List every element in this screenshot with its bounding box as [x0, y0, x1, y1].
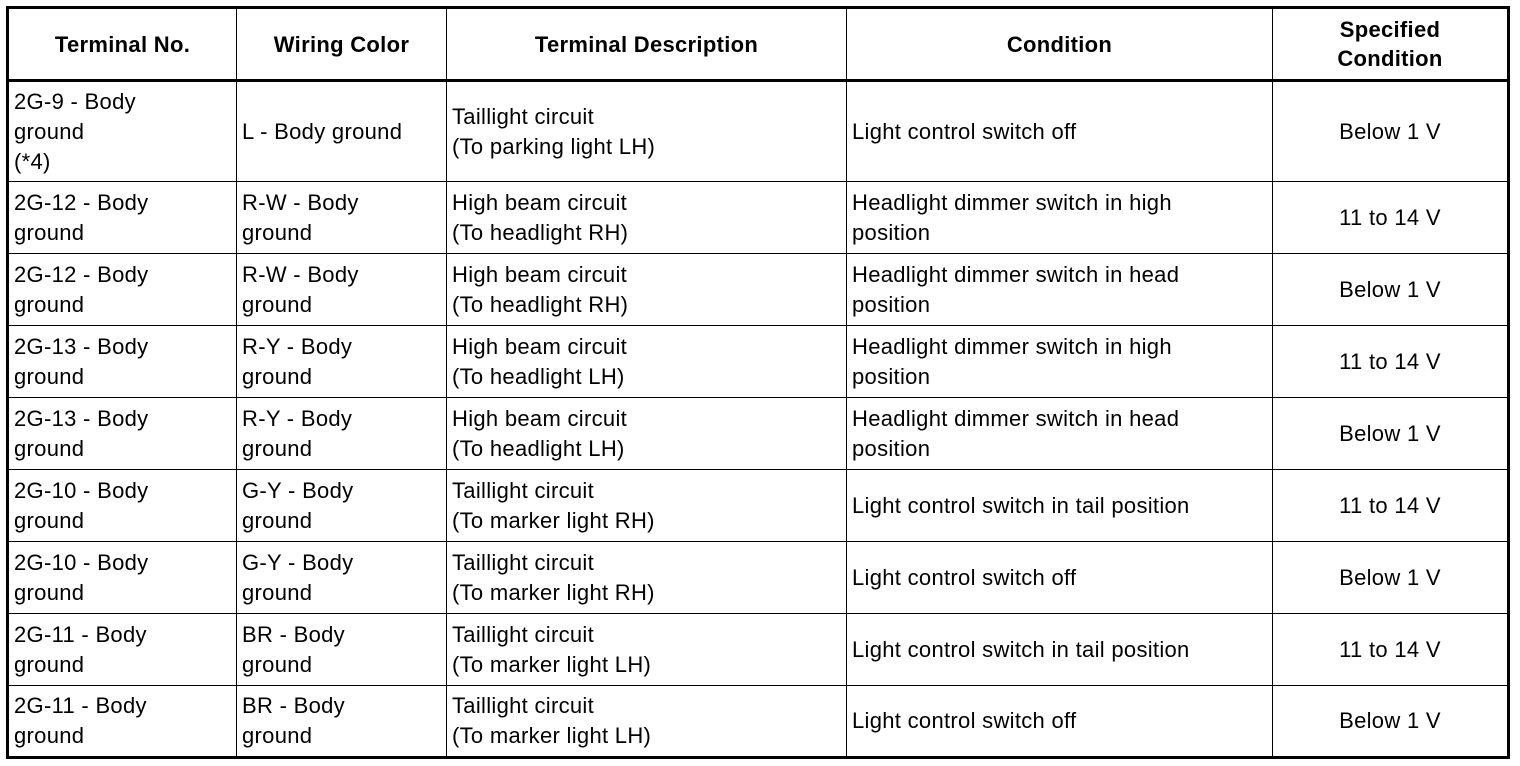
terminal-no-line: ground: [14, 435, 85, 461]
wiring-color-line: ground: [242, 219, 313, 245]
condition-cell: [847, 326, 1273, 398]
terminal-no-line: 2G-10 - Body: [14, 477, 149, 503]
condition-cell: [847, 81, 1273, 182]
terminal-description-line: (To parking light LH): [452, 133, 656, 159]
condition-cell: [847, 542, 1273, 614]
wiring-color-cell: [237, 470, 447, 542]
terminal-description-line: Taillight circuit: [452, 621, 595, 647]
table-header: [8, 8, 1509, 81]
wiring-color-line: G-Y - Body: [242, 549, 354, 575]
specified-condition-cell: 11 to 14 V: [1273, 182, 1509, 254]
condition-line: Light control switch off: [852, 564, 1077, 590]
terminal-description-cell: [447, 686, 847, 758]
specified-condition-cell: Below 1 V: [1273, 254, 1509, 326]
terminal-description-cell: [447, 470, 847, 542]
header-specified-condition: [1273, 8, 1509, 81]
terminal-description-line: Taillight circuit: [452, 693, 595, 718]
wiring-color-cell: [237, 81, 447, 182]
wiring-color-line: L - Body ground: [242, 118, 403, 144]
terminal-no-cell: [8, 542, 237, 614]
condition-cell: [847, 686, 1273, 758]
condition-line: Light control switch in tail position: [852, 492, 1190, 518]
terminal-description-line: (To marker light LH): [452, 651, 652, 677]
wiring-color-line: ground: [242, 723, 313, 748]
condition-line: Headlight dimmer switch in head: [852, 261, 1180, 287]
terminal-no-line: 2G-12 - Body: [14, 189, 149, 215]
terminal-description-line: Taillight circuit: [452, 103, 595, 129]
wiring-color-line: ground: [242, 507, 313, 533]
wiring-color-cell: [237, 326, 447, 398]
terminal-description-line: (To headlight LH): [452, 435, 625, 461]
wiring-color-line: R-Y - Body: [242, 333, 353, 359]
wiring-color-line: ground: [242, 363, 313, 389]
terminal-no-line: 2G-11 - Body: [14, 621, 147, 647]
terminal-no-line: (*4): [14, 148, 51, 174]
terminal-description-line: (To headlight RH): [452, 219, 629, 245]
wiring-color-line: R-W - Body: [242, 189, 359, 215]
wiring-color-line: G-Y - Body: [242, 477, 354, 503]
table-row: [8, 182, 1509, 254]
terminal-description-line: High beam circuit: [452, 189, 628, 215]
terminal-no-line: ground: [14, 579, 85, 605]
terminal-description-line: (To marker light LH): [452, 723, 652, 748]
table-row: [8, 542, 1509, 614]
table-row: [8, 326, 1509, 398]
terminal-no-line: 2G-13 - Body: [14, 405, 149, 431]
specified-condition-cell: Below 1 V: [1273, 542, 1509, 614]
condition-line: position: [852, 291, 931, 317]
table-row: [8, 254, 1509, 326]
specified-condition-cell: Below 1 V: [1273, 81, 1509, 182]
header-wiring-color: Wiring Color: [237, 8, 447, 81]
header-specified-line1: Specified: [1339, 17, 1441, 42]
condition-line: position: [852, 363, 931, 389]
table-row: [8, 470, 1509, 542]
condition-line: Light control switch off: [852, 708, 1077, 733]
header-specified-line2: Condition: [1337, 46, 1443, 71]
terminal-no-line: ground: [14, 651, 85, 677]
terminal-no-cell: [8, 326, 237, 398]
terminal-description-line: Taillight circuit: [452, 549, 595, 575]
terminal-description-cell: [447, 614, 847, 686]
terminal-description-line: (To marker light RH): [452, 507, 655, 533]
table-row: [8, 614, 1509, 686]
terminal-no-cell: [8, 470, 237, 542]
condition-cell: [847, 614, 1273, 686]
condition-cell: [847, 398, 1273, 470]
table-row: [8, 81, 1509, 182]
terminal-no-line: 2G-12 - Body: [14, 261, 149, 287]
specified-condition-cell: 11 to 14 V: [1273, 326, 1509, 398]
terminal-description-line: (To marker light RH): [452, 579, 655, 605]
wiring-color-line: BR - Body: [242, 693, 345, 718]
wiring-color-cell: [237, 182, 447, 254]
wiring-color-cell: [237, 542, 447, 614]
terminal-no-line: 2G-9 - Body: [14, 88, 136, 114]
table-body: [8, 81, 1509, 758]
specified-condition-cell: Below 1 V: [1273, 686, 1509, 758]
wiring-color-line: ground: [242, 579, 313, 605]
table-row: [8, 398, 1509, 470]
condition-cell: [847, 182, 1273, 254]
wiring-color-cell: [237, 686, 447, 758]
wiring-color-line: R-W - Body: [242, 261, 359, 287]
terminal-description-line: (To headlight LH): [452, 363, 625, 389]
terminal-description-line: High beam circuit: [452, 333, 628, 359]
terminal-description-cell: [447, 182, 847, 254]
wiring-color-line: ground: [242, 651, 313, 677]
terminal-no-line: ground: [14, 219, 85, 245]
terminal-no-cell: [8, 686, 237, 758]
terminal-description-cell: [447, 81, 847, 182]
terminal-no-line: 2G-10 - Body: [14, 549, 149, 575]
terminal-no-cell: [8, 398, 237, 470]
header-terminal-no: Terminal No.: [8, 8, 237, 81]
terminal-no-line: 2G-11 - Body: [14, 693, 147, 718]
condition-line: position: [852, 219, 931, 245]
wiring-color-line: ground: [242, 291, 313, 317]
specified-condition-cell: 11 to 14 V: [1273, 470, 1509, 542]
terminal-description-cell: [447, 542, 847, 614]
terminal-description-line: High beam circuit: [452, 261, 628, 287]
header-row: [8, 8, 1509, 81]
terminal-description-line: (To headlight RH): [452, 291, 629, 317]
terminal-spec-table: [6, 6, 1510, 759]
terminal-no-cell: [8, 614, 237, 686]
terminal-no-line: ground: [14, 507, 85, 533]
condition-line: Headlight dimmer switch in high: [852, 189, 1172, 215]
terminal-description-line: Taillight circuit: [452, 477, 595, 503]
wiring-color-cell: [237, 254, 447, 326]
terminal-no-line: ground: [14, 118, 85, 144]
table-row: [8, 686, 1509, 758]
terminal-description-cell: [447, 326, 847, 398]
terminal-description-cell: [447, 254, 847, 326]
wiring-color-line: ground: [242, 435, 313, 461]
terminal-description-line: High beam circuit: [452, 405, 628, 431]
header-terminal-description: Terminal Description: [447, 8, 847, 81]
terminal-no-line: ground: [14, 723, 85, 748]
specified-condition-cell: Below 1 V: [1273, 398, 1509, 470]
terminal-no-line: ground: [14, 363, 85, 389]
condition-line: Light control switch in tail position: [852, 636, 1190, 662]
wiring-color-line: BR - Body: [242, 621, 345, 647]
condition-line: Headlight dimmer switch in high: [852, 333, 1172, 359]
condition-line: Light control switch off: [852, 118, 1077, 144]
terminal-no-line: 2G-13 - Body: [14, 333, 149, 359]
terminal-no-cell: [8, 81, 237, 182]
condition-cell: [847, 470, 1273, 542]
wiring-color-line: R-Y - Body: [242, 405, 353, 431]
specified-condition-cell: 11 to 14 V: [1273, 614, 1509, 686]
terminal-description-cell: [447, 398, 847, 470]
terminal-no-line: ground: [14, 291, 85, 317]
condition-line: Headlight dimmer switch in head: [852, 405, 1180, 431]
condition-line: position: [852, 435, 931, 461]
wiring-color-cell: [237, 614, 447, 686]
wiring-color-cell: [237, 398, 447, 470]
header-condition: Condition: [847, 8, 1273, 81]
terminal-no-cell: [8, 254, 237, 326]
condition-cell: [847, 254, 1273, 326]
terminal-no-cell: [8, 182, 237, 254]
